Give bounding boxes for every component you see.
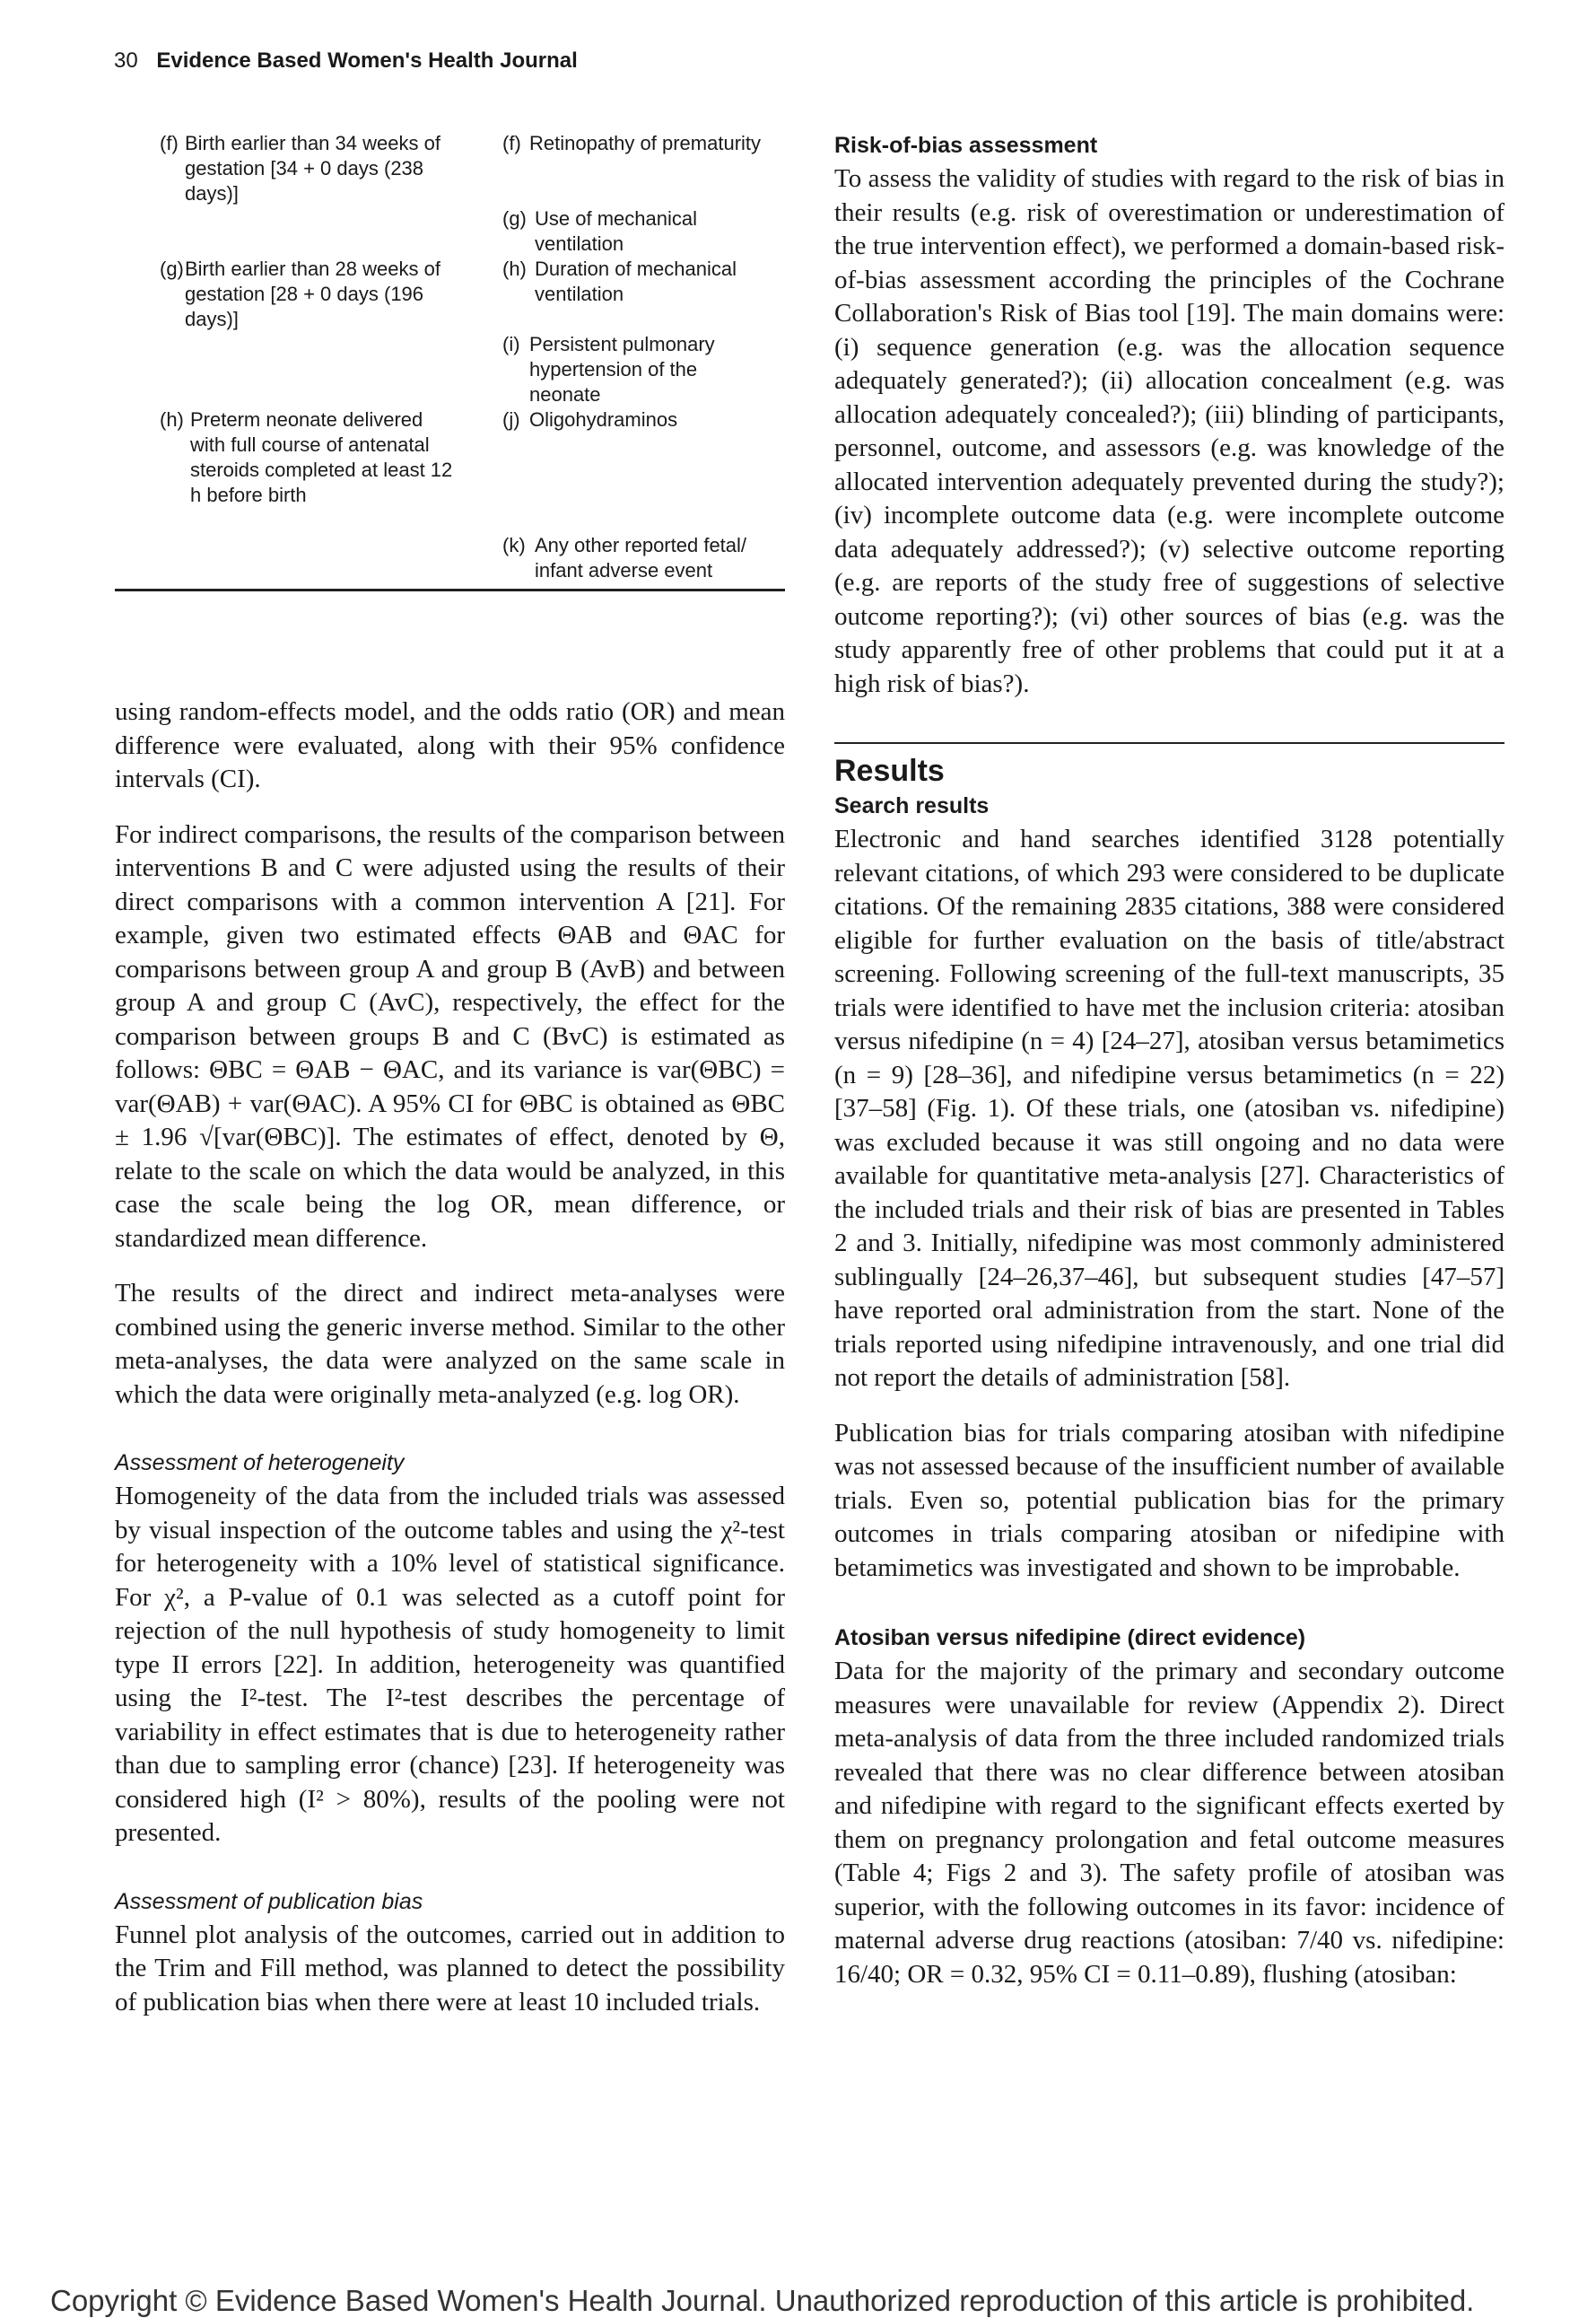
table-left-item-h: (h) Preterm neonate delivered with full course of antenatal steroids completed at least 12 h before birth bbox=[160, 408, 453, 506]
paragraph-heterogeneity: Homogeneity of the data from the included trials was assessed by visual inspection of the outcome tables and using the χ²-test for heterogeneity with a 10% level of statistical significance. For χ², a P-value of 0.1 was selected as a cutoff point for rejection of the null hypothesis of study homogeneity to limit type II errors [22]. In addition, heterogeneity was quantified using the I²-test. The I²-test describes the percentage of variability in effect estimates that is due to heterogeneity rather than due to sampling error (chance) [23]. If heterogeneity was considered high (I² > 80%), results of the pooling were not presented. bbox=[115, 1482, 785, 1847]
paragraph-search-results: Electronic and hand searches identified 3128 potentially relevant citations, of which 293 were considered to be duplicate citations. Of the remaining 2835 citations, 388 were considered eligible for further evaluation on the basis of title/abstract screening. Following screening of the full-text manuscripts, 35 trials were identified to have met the inclusion criteria: atosiban versus nifedipine (n = 4) [24–27], atosiban versus betamimetics (n = 9) [28–36], and nifedipine versus betamimetics (n = 22) [37–58] (Fig. 1). Of these trials, one (atosiban vs. nifedipine) was excluded because it was still ongoing and no data were available for quantitative meta-analysis [27]. Characteristics of the included trials and their risk of bias are presented in Tables 2 and 3. Initially, nifedipine was most commonly administered sublingually [24–26,37–46], but subsequent studies [47–57] have reported oral administration from the start. None of the trials reported using nifedipine intravenously, and one trial did not report the details of administration [58]. bbox=[834, 825, 1504, 1392]
table-right-item-f: (f) Retinopathy of prematurity bbox=[502, 132, 762, 154]
right-column bbox=[834, 130, 1504, 1991]
section-heading-results: Results bbox=[834, 754, 945, 788]
paragraph-publication-bias-results: Publication bias for trials comparing atosiban with nifedipine was not assessed because of the insufficient number of available trials. Even so, potential publication bias for the primary outcomes in trials comparing atosiban or nifedipine with betamimetics was investigated and shown to be improbable. bbox=[834, 1418, 1504, 1582]
journal-name: Evidence Based Women's Health Journal bbox=[156, 48, 578, 73]
paragraph-risk-of-bias: To assess the validity of studies with regard to the risk of bias in their results (e.g. risk of overestimation or underestimation of the true intervention effect), we performed a domain-based risk-of-bias assessment according the principles of the Cochrane Collaboration's Risk of Bias tool [19]. The main domains were: (i) sequence generation (e.g. was the allocation sequence adequately generated?); (ii) allocation concealment (e.g. was allocation adequately concealed?); (iii) blinding of participants, personnel, outcome, and assessors (e.g. was knowledge of the allocated intervention adequately prevented during the study?); (iv) incomplete outcome data (e.g. were incomplete outcome data adequately addressed?); (v) selective outcome reporting (e.g. are reports of the study free of suggestions of selective outcome reporting?); (vi) other sources of bias (e.g. was the study apparently free of other problems that could put it at a high risk of bias?). bbox=[834, 164, 1504, 698]
table-bottom-rule bbox=[115, 589, 785, 591]
subheading-heterogeneity: Assessment of heterogeneity bbox=[115, 1450, 405, 1475]
table-left-item-f: (f) Birth earlier than 34 weeks of gestation [34 + 0 days (238 days)] bbox=[160, 132, 440, 205]
subheading-risk-of-bias: Risk-of-bias assessment bbox=[834, 133, 1098, 158]
table-right-item-h: (h) Duration of mechanical ventilation bbox=[502, 258, 737, 305]
table-continuation bbox=[115, 131, 785, 592]
table-right-item-j: (j) Oligohydraminos bbox=[502, 408, 678, 431]
paragraph-publication-bias: Funnel plot analysis of the outcomes, carried out in addition to the Trim and Fill method, was planned to detect the possibility of publication bias when there were at least 10 included trials. bbox=[115, 1920, 785, 2016]
table-left-item-g: (g) Birth earlier than 28 weeks of gestation [28 + 0 days (196 days)] bbox=[160, 258, 440, 330]
results-section-rule bbox=[834, 742, 1504, 744]
page-number: 30 bbox=[114, 48, 138, 73]
paragraph-indirect-comparisons: For indirect comparisons, the results of the comparison between interventions B and C were adjusted using the results of their direct comparisons with a common intervention A [21]. For example, given two estimated effects ΘAB and ΘAC for comparisons between group A and group B (AvB) and between group A and group C (AvC), respectively, the effect for the comparison between groups B and C (BvC) is estimated as follows: ΘBC = ΘAB − ΘAC, and its variance is var(ΘBC) = var(ΘAB) + var(ΘAC). A 95% CI for ΘBC is obtained as ΘBC ± 1.96 √[var(ΘBC)]. The estimates of effect, denoted by Θ, relate to the scale on which the data would be analyzed, in this case the scale being the log OR, mean difference, or standardized mean difference. bbox=[115, 819, 785, 1253]
table-right-item-g: (g) Use of mechanical ventilation bbox=[502, 207, 697, 255]
running-header bbox=[114, 48, 578, 74]
subheading-search-results: Search results bbox=[834, 793, 990, 818]
subheading-publication-bias: Assessment of publication bias bbox=[115, 1888, 423, 1914]
table-right-item-i: (i) Persistent pulmonary hypertension of the neonate bbox=[502, 333, 715, 406]
subheading-atosiban-vs-nifedipine: Atosiban versus nifedipine (direct evidence) bbox=[834, 1625, 1306, 1650]
copyright-notice: Copyright © Evidence Based Women's Health Journal. Unauthorized reproduction of this article is prohibited. bbox=[50, 2284, 1475, 2317]
paragraph-random-effects: using random-effects model, and the odds ratio (OR) and mean difference were evaluated, along with their 95% confidence intervals (CI). bbox=[115, 697, 785, 793]
table-right-item-k: (k) Any other reported fetal/ infant adverse event bbox=[502, 534, 747, 582]
left-column bbox=[115, 695, 785, 2041]
paragraph-combined-analyses: The results of the direct and indirect meta-analyses were combined using the generic inverse method. Similar to the other meta-analyses, the data were analyzed on the same scale in which the data were originally meta-analyzed (e.g. log OR). bbox=[115, 1279, 785, 1409]
paragraph-atosiban-vs-nifedipine: Data for the majority of the primary and secondary outcome measures were unavailable for review (Appendix 2). Direct meta-analysis of data from the three included randomized trials revealed that there was no clear difference between atosiban and nifedipine with regard to the significant effects exerted by them on pregnancy prolongation and fetal outcome measures (Table 4; Figs 2 and 3). The safety profile of atosiban was superior, with the following outcomes in its favor: incidence of maternal adverse drug reactions (atosiban: 7/40 vs. nifedipine: 16/40; OR = 0.32, 95% CI = 0.11–0.89), flushing (atosiban: bbox=[834, 1657, 1504, 1989]
